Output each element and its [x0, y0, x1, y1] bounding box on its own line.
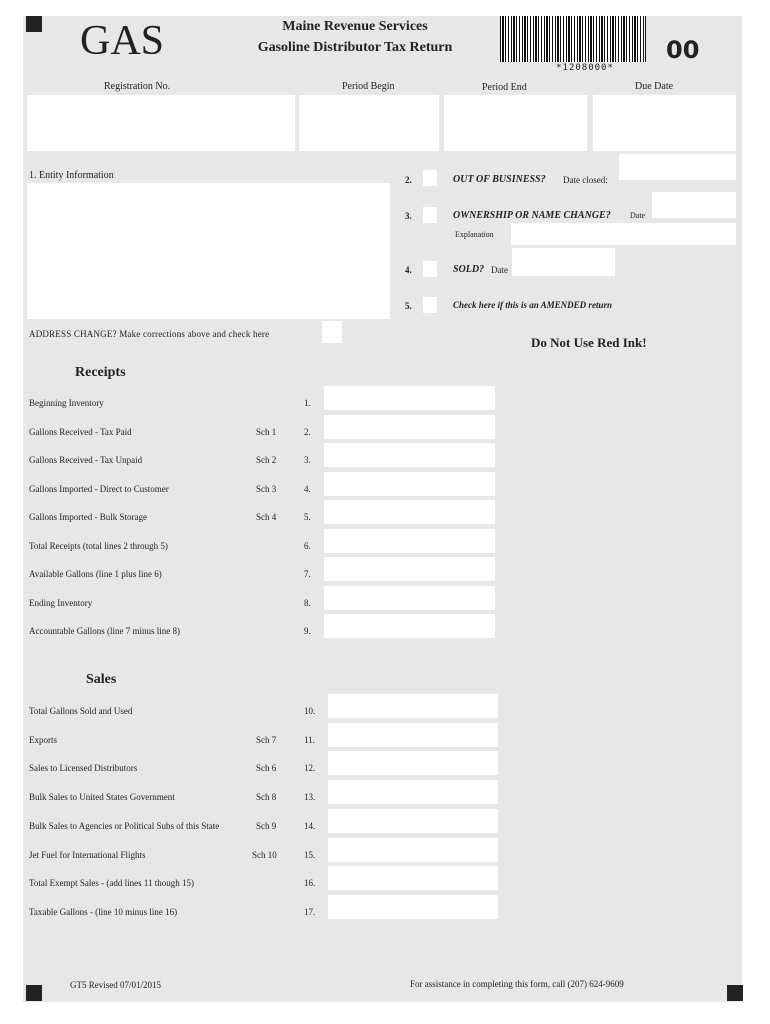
form-code: GAS	[80, 18, 165, 64]
schedule-ref: Sch 6	[256, 763, 277, 774]
gallons-input-field[interactable]	[324, 443, 495, 467]
explanation-label: Explanation	[455, 230, 494, 239]
barcode	[500, 16, 646, 62]
out-of-business-label: OUT OF BUSINESS?	[453, 174, 546, 185]
due-date-label: Due Date	[635, 81, 674, 92]
schedule-ref: Sch 1	[256, 426, 277, 437]
line-item-label: Bulk Sales to United States Government	[29, 792, 175, 803]
schedule-ref: Sch 7	[256, 734, 277, 745]
assistance-note: For assistance in completing this form, call (207) 624-9609	[410, 979, 624, 989]
line-item-label: Total Gallons Sold and Used	[29, 706, 133, 716]
line-number: 14.	[304, 820, 316, 831]
page-code: 00	[666, 36, 700, 64]
schedule-ref: Sch 9	[256, 820, 277, 831]
gallons-input-field[interactable]	[324, 472, 495, 496]
barcode-text: *1208000*	[556, 63, 614, 73]
line-item-label: Ending Inventory	[29, 597, 93, 608]
line-number: 16.	[304, 878, 316, 889]
date-closed-field[interactable]	[619, 154, 736, 180]
line-item-label: Taxable Gallons - (line 10 minus line 16)	[29, 906, 178, 917]
out-of-business-checkbox[interactable]	[423, 170, 437, 186]
gallons-input-field[interactable]	[324, 386, 495, 410]
gallons-input-field[interactable]	[328, 895, 498, 919]
line-item-label: Gallons Imported - Bulk Storage	[29, 512, 147, 522]
line-number: 8.	[304, 597, 311, 608]
line-number: 13.	[304, 792, 316, 803]
address-change-label: ADDRESS CHANGE? Make corrections above and check here	[29, 329, 270, 339]
period-end-field[interactable]	[444, 95, 587, 151]
line-number: 2.	[304, 426, 311, 437]
receipts-heading: Receipts	[75, 365, 126, 380]
line-number: 15.	[304, 849, 316, 860]
registration-mark	[26, 16, 42, 32]
gallons-input-field[interactable]	[328, 694, 498, 718]
gallons-input-field[interactable]	[324, 415, 495, 439]
line-item-label: Accountable Gallons (line 7 minus line 8)	[29, 626, 180, 636]
line-item-label: Gallons Imported - Direct to Customer	[29, 483, 169, 494]
line-number: 10.	[304, 706, 316, 716]
line-item-label: Bulk Sales to Agencies or Political Subs of this State	[29, 820, 220, 831]
ownership-change-label: OWNERSHIP OR NAME CHANGE?	[453, 210, 611, 221]
line-number: 7.	[304, 569, 311, 579]
schedule-ref: Sch 3	[256, 483, 277, 494]
agency-name: Maine Revenue Services	[282, 19, 428, 34]
q3-number: 3.	[405, 211, 412, 221]
line-number: 9.	[304, 626, 311, 636]
red-ink-notice: Do Not Use Red Ink!	[531, 335, 647, 350]
line-item-label: Total Receipts (total lines 2 through 5)	[29, 540, 168, 551]
sold-checkbox[interactable]	[423, 261, 437, 277]
schedule-ref: Sch 4	[256, 512, 277, 522]
registration-no-label: Registration No.	[104, 81, 171, 92]
amended-checkbox[interactable]	[423, 297, 437, 313]
line-item-label: Beginning Inventory	[29, 398, 104, 408]
explanation-field[interactable]	[511, 223, 736, 245]
line-number: 6.	[304, 540, 311, 551]
q2-number: 2.	[405, 175, 412, 185]
gallons-input-field[interactable]	[324, 500, 495, 524]
gallons-input-field[interactable]	[328, 751, 498, 775]
line-number: 1.	[304, 398, 311, 408]
line-item-label: Gallons Received - Tax Paid	[29, 426, 132, 437]
line-item-label: Available Gallons (line 1 plus line 6)	[29, 569, 162, 579]
line-item-label: Total Exempt Sales - (add lines 11 though 15)	[29, 878, 195, 889]
form-title: Gasoline Distributor Tax Return	[257, 40, 453, 55]
date-closed-label: Date closed:	[563, 175, 608, 185]
gallons-input-field[interactable]	[328, 809, 498, 833]
period-end-label: Period End	[482, 82, 527, 93]
address-change-checkbox[interactable]	[322, 321, 342, 343]
ownership-date-field[interactable]	[652, 192, 736, 218]
due-date-field[interactable]	[593, 95, 736, 151]
q4-number: 4.	[405, 265, 412, 275]
gallons-input-field[interactable]	[328, 780, 498, 804]
period-begin-label: Period Begin	[342, 81, 395, 92]
gallons-input-field[interactable]	[328, 866, 498, 890]
line-number: 5.	[304, 512, 311, 522]
line-item-label: Sales to Licensed Distributors	[29, 763, 138, 774]
sales-heading: Sales	[86, 672, 117, 687]
sold-date-label: Date	[491, 265, 508, 275]
ownership-date-label: Date	[630, 211, 646, 220]
entity-info-field[interactable]	[27, 183, 390, 319]
gallons-input-field[interactable]	[324, 557, 495, 581]
line-number: 4.	[304, 483, 311, 494]
entity-info-label: 1. Entity Information	[29, 170, 114, 181]
registration-mark	[727, 985, 743, 1001]
line-number: 12.	[304, 763, 316, 774]
q5-number: 5.	[405, 301, 412, 311]
registration-mark	[26, 985, 42, 1001]
period-begin-field[interactable]	[299, 95, 439, 151]
line-item-label: Jet Fuel for International Flights	[29, 849, 146, 860]
line-item-label: Exports	[29, 734, 57, 745]
sold-date-field[interactable]	[512, 248, 615, 276]
amended-label: Check here if this is an AMENDED return	[453, 300, 612, 310]
line-number: 3.	[304, 455, 311, 465]
revision-note: GT5 Revised 07/01/2015	[70, 980, 161, 990]
schedule-ref: Sch 8	[256, 792, 277, 803]
gallons-input-field[interactable]	[328, 838, 498, 862]
gallons-input-field[interactable]	[328, 723, 498, 747]
schedule-ref: Sch 10	[252, 849, 277, 860]
ownership-change-checkbox[interactable]	[423, 207, 437, 223]
gallons-input-field[interactable]	[324, 614, 495, 638]
line-number: 11.	[304, 734, 315, 745]
line-item-label: Gallons Received - Tax Unpaid	[29, 455, 143, 465]
schedule-ref: Sch 2	[256, 455, 277, 465]
registration-no-field[interactable]	[27, 95, 295, 151]
gallons-input-field[interactable]	[324, 529, 495, 553]
sold-label: SOLD?	[453, 264, 485, 275]
line-number: 17.	[304, 906, 316, 917]
gallons-input-field[interactable]	[324, 586, 495, 610]
